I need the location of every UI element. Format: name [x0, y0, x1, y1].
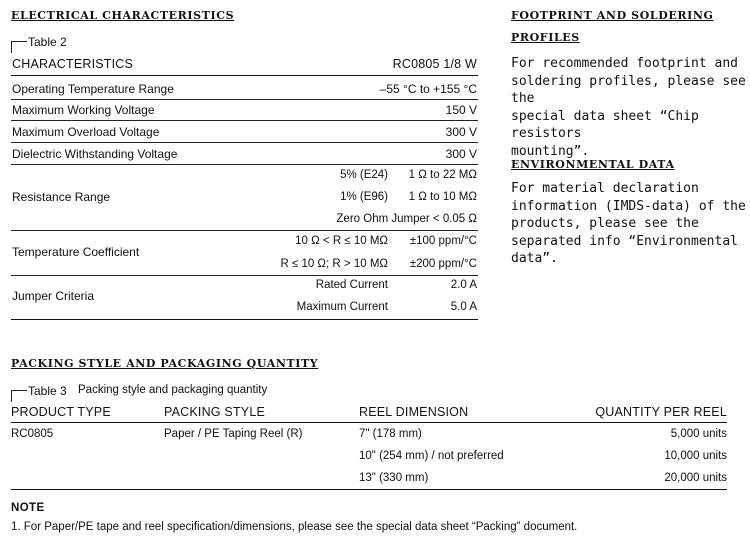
max-working-value: 150 V [445, 103, 477, 117]
jumper-value-rated: 2.0 A [450, 279, 477, 291]
electrical-section-title: ELECTRICAL CHARACTERISTICS [11, 9, 235, 22]
quantity-cell: 5,000 units [670, 428, 727, 440]
reel-dimension-cell: 10" (254 mm) / not preferred [359, 450, 504, 462]
row-rule [11, 120, 478, 121]
characteristics-header: CHARACTERISTICS [12, 57, 134, 71]
packing-header-rule [11, 422, 727, 423]
resistance-range-label: Resistance Range [12, 190, 111, 204]
operating-temp-value: –55 °C to +155 °C [379, 82, 477, 96]
quantity-cell: 20,000 units [664, 472, 727, 484]
quantity-header: QUANTITY PER REEL [595, 405, 727, 419]
footprint-text-line: For recommended footprint and [511, 56, 738, 71]
resistance-value-e24: 1 Ω to 22 MΩ [408, 169, 477, 181]
footprint-section-title-line2: PROFILES [511, 31, 580, 44]
product-header: RC0805 1/8 W [392, 57, 477, 71]
row-rule [11, 275, 478, 276]
row-rule [11, 99, 478, 100]
temp-coeff-cond-2: R ≤ 10 Ω; R > 10 MΩ [280, 258, 388, 270]
max-overload-label: Maximum Overload Voltage [12, 125, 160, 139]
packing-style-cell: Paper / PE Taping Reel (R) [164, 428, 303, 440]
reel-dimension-header: REEL DIMENSION [359, 405, 469, 419]
jumper-cond-max: Maximum Current [296, 301, 388, 313]
table-corner-mark [11, 390, 12, 402]
jumper-criteria-label: Jumper Criteria [12, 289, 95, 303]
dielectric-value: 300 V [445, 147, 477, 161]
max-overload-value: 300 V [445, 125, 477, 139]
product-type-header: PRODUCT TYPE [11, 405, 111, 419]
table-corner-rule [11, 390, 27, 391]
note-title: NOTE [11, 502, 45, 514]
operating-temp-label: Operating Temperature Range [12, 82, 174, 96]
jumper-cond-rated: Rated Current [315, 279, 388, 291]
temp-coeff-label: Temperature Coefficient [12, 245, 140, 259]
product-type-cell: RC0805 [11, 428, 54, 440]
environmental-text-line: separated info “Environmental [511, 233, 738, 249]
environmental-text-line: products, please see the [511, 216, 699, 231]
resistance-cond-e24: 5% (E24) [340, 169, 388, 181]
footprint-text-line: special data sheet “Chip resistors [511, 108, 699, 141]
packing-bottom-rule [11, 489, 727, 490]
row-rule [11, 164, 478, 165]
footprint-section-title: FOOTPRINT AND SOLDERING [511, 9, 714, 22]
packing-style-header: PACKING STYLE [164, 405, 266, 419]
dielectric-label: Dielectric Withstanding Voltage [12, 147, 178, 161]
temp-coeff-value-1: ±100 ppm/°C [409, 235, 477, 247]
jumper-value-max: 5.0 A [450, 301, 477, 313]
table-bottom-rule [11, 319, 478, 320]
footprint-text-line: mounting”. [511, 143, 590, 159]
row-rule [11, 230, 478, 231]
temp-coeff-cond-1: 10 Ω < R ≤ 10 MΩ [295, 235, 388, 247]
header-rule [11, 75, 478, 76]
resistance-value-e96: 1 Ω to 10 MΩ [408, 191, 477, 203]
environmental-text-line: information (IMDS-data) of the [511, 198, 746, 214]
reel-dimension-cell: 13" (330 mm) [359, 472, 429, 484]
table-2-label: Table 2 [28, 35, 67, 49]
resistance-cond-e96: 1% (E96) [340, 191, 388, 203]
table-3-label: Table 3 [28, 384, 67, 398]
table-corner-rule [11, 41, 27, 42]
environmental-section-title: ENVIRONMENTAL DATA [511, 158, 675, 171]
row-rule [11, 142, 478, 143]
packing-section-title: PACKING STYLE AND PACKAGING QUANTITY [11, 357, 319, 370]
resistance-zero-ohm: Zero Ohm Jumper < 0.05 Ω [336, 213, 477, 225]
environmental-text [511, 180, 746, 268]
footprint-text-line: soldering profiles, please see the [511, 73, 746, 106]
quantity-cell: 10,000 units [664, 450, 727, 462]
reel-dimension-cell: 7" (178 mm) [359, 428, 422, 440]
environmental-text-line: For material declaration [511, 181, 699, 196]
footprint-text [511, 55, 746, 160]
temp-coeff-value-2: ±200 ppm/°C [409, 258, 477, 270]
note-text: 1. For Paper/PE tape and reel specification/dimensions, please see the special data sheet “Packing” document. [11, 521, 578, 533]
max-working-label: Maximum Working Voltage [12, 103, 155, 117]
table-3-caption: Packing style and packaging quantity [78, 384, 268, 396]
table-corner-mark [11, 41, 12, 53]
environmental-text-line: data”. [511, 251, 558, 266]
